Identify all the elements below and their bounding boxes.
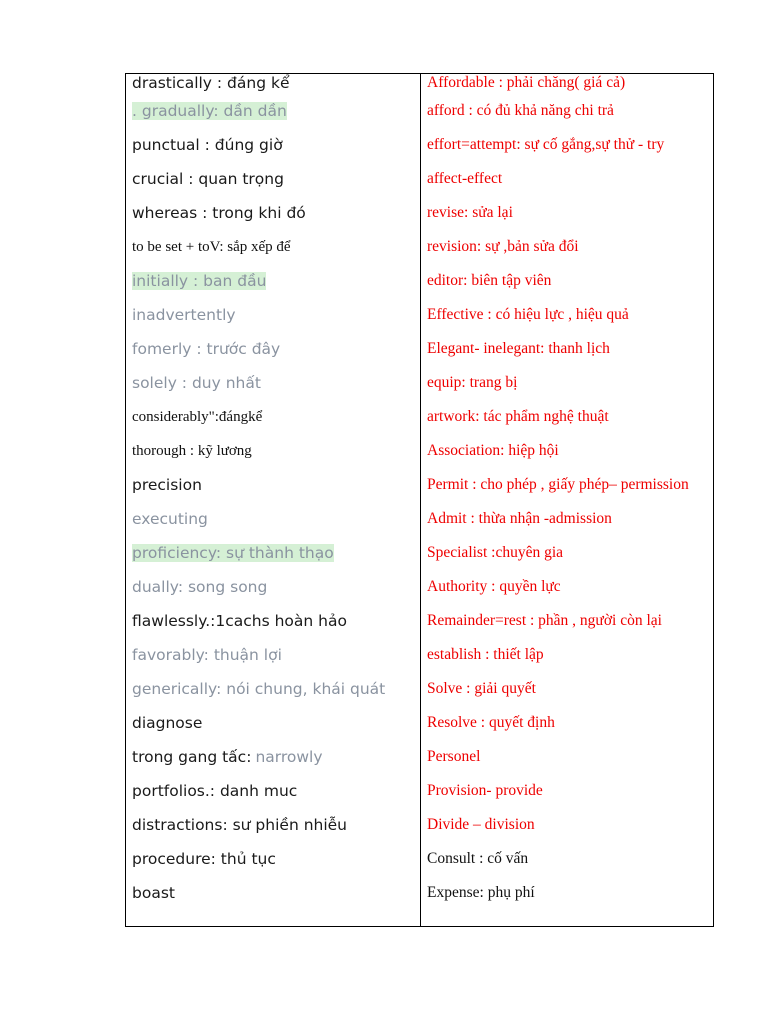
- left-vocab-row: [132, 434, 418, 468]
- left-vocab-text: whereas : trong khi đó: [132, 204, 306, 222]
- right-vocab-row: [427, 536, 713, 570]
- vocabulary-table: [125, 73, 714, 927]
- left-vocab-text: distractions: sư phiền nhiễu: [132, 816, 348, 834]
- right-vocab-row: [427, 366, 713, 400]
- left-column: [132, 74, 418, 910]
- left-vocab-row: [132, 298, 418, 332]
- right-vocab-text: Specialist :chuyên gia: [427, 544, 564, 561]
- right-vocab-text: Personel: [427, 748, 481, 765]
- right-vocab-row: [427, 468, 713, 502]
- right-vocab-row: [427, 434, 713, 468]
- left-vocab-row: [132, 604, 418, 638]
- right-vocab-row: [427, 230, 713, 264]
- left-vocab-text: thorough : kỹ lương: [132, 442, 252, 459]
- right-vocab-row: [427, 604, 713, 638]
- left-vocab-row: [132, 876, 418, 910]
- right-vocab-row: [427, 740, 713, 774]
- right-vocab-text: Elegant- inelegant: thanh lịch: [427, 340, 610, 357]
- right-vocab-row: [427, 264, 713, 298]
- right-vocab-row: [427, 706, 713, 740]
- left-vocab-text: to be set + toV: sắp xếp để: [132, 238, 291, 255]
- right-vocab-text: Association: hiệp hội: [427, 442, 559, 459]
- left-vocab-text: diagnose: [132, 714, 203, 732]
- right-vocab-text: Affordable : phải chăng( giá cả): [427, 74, 626, 91]
- column-divider: [420, 74, 421, 926]
- right-vocab-text: Authority : quyền lực: [427, 578, 561, 595]
- right-vocab-text: Provision- provide: [427, 782, 543, 799]
- right-vocab-text: revise: sửa lại: [427, 204, 513, 221]
- right-vocab-text: Permit : cho phép , giấy phép– permission: [427, 476, 689, 493]
- left-vocab-text: inadvertently: [132, 306, 236, 324]
- left-vocab-text: favorably: thuận lợi: [132, 646, 282, 664]
- right-vocab-text: establish : thiết lập: [427, 646, 544, 663]
- right-vocab-row: [427, 162, 713, 196]
- left-vocab-row: [132, 570, 418, 604]
- right-vocab-row: [427, 672, 713, 706]
- right-vocab-row: [427, 876, 713, 910]
- right-vocab-text: Divide – division: [427, 816, 535, 833]
- right-vocab-text: Remainder=rest : phần , người còn lại: [427, 612, 662, 629]
- right-vocab-text: artwork: tác phẩm nghệ thuật: [427, 408, 609, 425]
- right-vocab-text: afford : có đủ khả năng chi trả: [427, 102, 614, 119]
- right-vocab-text: Admit : thừa nhận -admission: [427, 510, 612, 527]
- left-vocab-text: trong gang tấc:: [132, 748, 252, 766]
- right-vocab-text: effort=attempt: sự cố gắng,sự thử - try: [427, 136, 665, 153]
- left-vocab-text: drastically : đáng kể: [132, 74, 290, 92]
- left-vocab-text: punctual : đúng giờ: [132, 136, 283, 154]
- left-vocab-row: [132, 740, 418, 774]
- left-vocab-text: executing: [132, 510, 208, 528]
- left-vocab-text: initially : ban đầu: [132, 272, 267, 290]
- left-vocab-text: considerably":đángkể: [132, 408, 263, 425]
- left-vocab-text: portfolios.: danh muc: [132, 782, 298, 800]
- left-vocab-row: [132, 536, 418, 570]
- left-vocab-row: [132, 264, 418, 298]
- right-vocab-text: equip: trang bị: [427, 374, 518, 391]
- left-vocab-text: generically: nói chung, khái quát: [132, 680, 386, 698]
- right-vocab-text: editor: biên tập viên: [427, 272, 552, 289]
- right-vocab-row: [427, 94, 713, 128]
- left-vocab-text: solely : duy nhất: [132, 374, 261, 392]
- left-vocab-row: [132, 842, 418, 876]
- left-vocab-row: [132, 196, 418, 230]
- right-vocab-row: [427, 808, 713, 842]
- left-vocab-text: boast: [132, 884, 175, 902]
- right-vocab-row: [427, 570, 713, 604]
- left-vocab-text: proficiency: sự thành thạo: [132, 544, 334, 562]
- left-vocab-text: procedure: thủ tục: [132, 850, 276, 868]
- left-vocab-row: [132, 74, 418, 94]
- right-vocab-text: Consult : cố vấn: [427, 850, 529, 867]
- left-vocab-row: [132, 502, 418, 536]
- right-vocab-row: [427, 74, 713, 94]
- right-column: [427, 74, 713, 910]
- left-vocab-text: . gradually: dần dần: [132, 102, 287, 120]
- right-vocab-row: [427, 128, 713, 162]
- right-vocab-row: [427, 298, 713, 332]
- left-vocab-row: [132, 672, 418, 706]
- right-vocab-row: [427, 400, 713, 434]
- right-vocab-row: [427, 774, 713, 808]
- right-vocab-row: [427, 332, 713, 366]
- left-vocab-suffix: narrowly: [255, 748, 323, 766]
- left-vocab-row: [132, 774, 418, 808]
- left-vocab-row: [132, 706, 418, 740]
- right-vocab-text: revision: sự ,bản sửa đổi: [427, 238, 579, 255]
- right-vocab-row: [427, 638, 713, 672]
- left-vocab-row: [132, 400, 418, 434]
- right-vocab-row: [427, 502, 713, 536]
- right-vocab-row: [427, 842, 713, 876]
- left-vocab-row: [132, 332, 418, 366]
- left-vocab-row: [132, 94, 418, 128]
- left-vocab-row: [132, 128, 418, 162]
- left-vocab-row: [132, 468, 418, 502]
- right-vocab-text: Resolve : quyết định: [427, 714, 555, 731]
- right-vocab-text: affect-effect: [427, 170, 503, 187]
- left-vocab-text: crucial : quan trọng: [132, 170, 284, 188]
- left-vocab-text: flawlessly.:1cachs hoàn hảo: [132, 612, 347, 630]
- right-vocab-text: Expense: phụ phí: [427, 884, 535, 901]
- right-vocab-row: [427, 196, 713, 230]
- left-vocab-row: [132, 638, 418, 672]
- left-vocab-text: fomerly : trước đây: [132, 340, 281, 358]
- right-vocab-text: Solve : giải quyết: [427, 680, 536, 697]
- left-vocab-text: precision: [132, 476, 202, 494]
- left-vocab-row: [132, 808, 418, 842]
- left-vocab-text: dually: song song: [132, 578, 268, 596]
- left-vocab-row: [132, 162, 418, 196]
- left-vocab-row: [132, 230, 418, 264]
- right-vocab-text: Effective : có hiệu lực , hiệu quả: [427, 306, 629, 323]
- left-vocab-row: [132, 366, 418, 400]
